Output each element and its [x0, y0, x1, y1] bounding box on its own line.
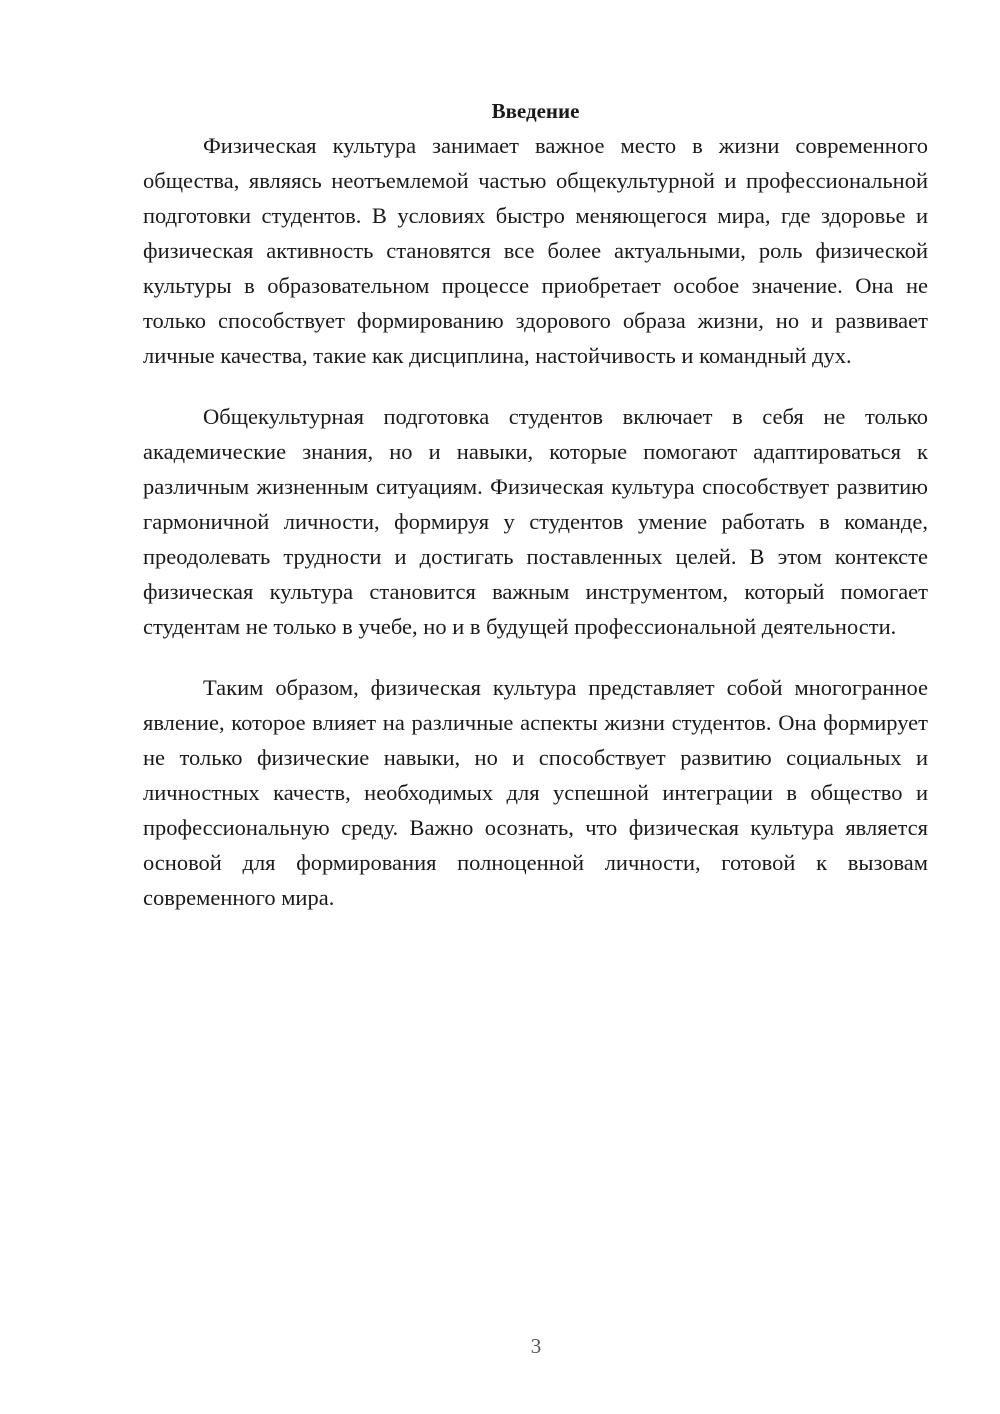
paragraph-1: Физическая культура занимает важное место в жизни современного общества, являясь неотъемлемой частью общекультурной и профессиональной подготовки студентов. В условиях быстро меняющегося мира, где здоровье и физическая активность становятся все более актуальными, роль физической культуры в образовательном процессе приобретает особое значение. Она не только способствует формированию здорового образа жизни, но и развивает личные качества, такие как дисциплина, настойчивость и командный дух.: [143, 133, 928, 368]
page-content: [143, 96, 928, 941]
section-heading: Введение: [491, 99, 580, 123]
paragraph-3: Таким образом, физическая культура представляет собой многогранное явление, которое влияет на различные аспекты жизни студентов. Она формирует не только физические навыки, но и способствует развитию социальных и личностных качеств, необходимых для успешной интеграции в общество и профессиональную среду. Важно осознать, что физическая культура является основой для формирования полноценной личности, готовой к вызовам современного мира.: [143, 675, 928, 910]
paragraph-2: Общекультурная подготовка студентов включает в себя не только академические знания, но и навыки, которые помогают адаптироваться к различным жизненным ситуациям. Физическая культура способствует развитию гармоничной личности, формируя у студентов умение работать в команде, преодолевать трудности и достигать поставленных целей. В этом контексте физическая культура становится важным инструментом, который помогает студентам не только в учебе, но и в будущей профессиональной деятельности.: [143, 404, 928, 639]
page-number: 3: [530, 1334, 542, 1358]
